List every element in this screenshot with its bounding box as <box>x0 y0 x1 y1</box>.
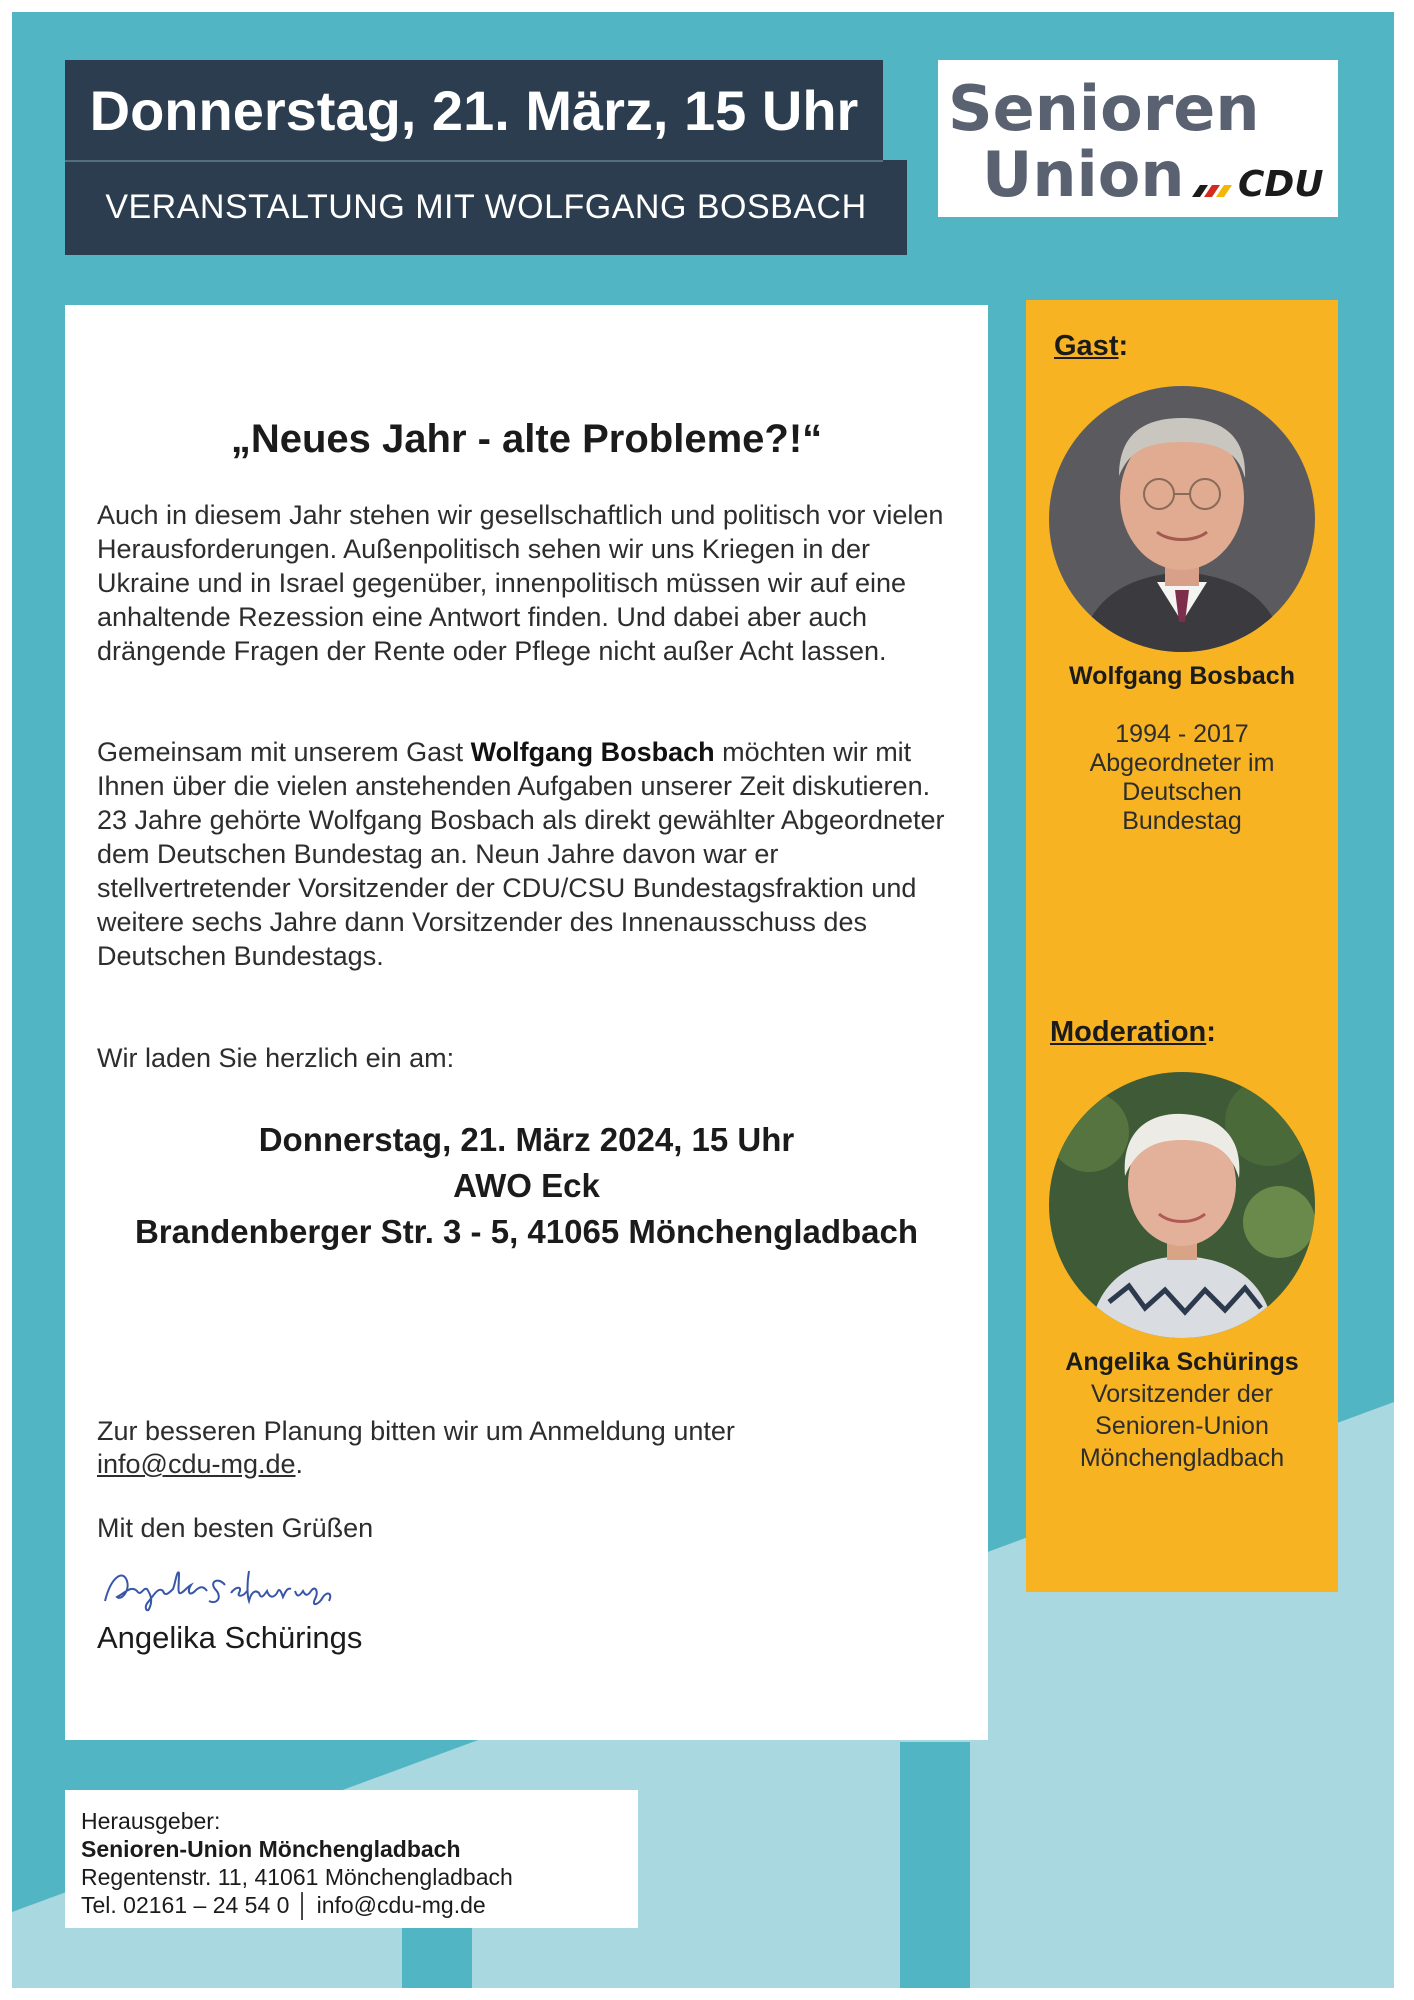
guest-name-bold: Wolfgang Bosbach <box>470 737 715 767</box>
signature-name: Angelika Schürings <box>97 1620 363 1655</box>
event-date-title: Donnerstag, 21. März, 15 Uhr <box>89 78 859 142</box>
publisher-org: Senioren-Union Mönchengladbach <box>81 1836 461 1862</box>
event-address: Brandenberger Str. 3 - 5, 41065 Mönchengladbach <box>134 1213 919 1250</box>
speaker-sidebar <box>1026 300 1338 1592</box>
publisher-contact: Tel. 02161 – 24 54 0 │ info@cdu-mg.de <box>81 1892 486 1918</box>
registration-email-link[interactable]: info@cdu-mg.de <box>97 1449 296 1479</box>
guest-years: 1994 - 2017 <box>1115 720 1249 748</box>
guest-paragraph <box>97 735 967 973</box>
publisher-label: Herausgeber: <box>81 1808 221 1834</box>
publisher-box <box>65 1790 638 1928</box>
invitation-letter <box>65 305 988 1740</box>
handwritten-signature <box>97 1557 377 1617</box>
guest-paragraph-start: Gemeinsam mit unserem Gast <box>97 737 471 767</box>
intro-paragraph: Auch in diesem Jahr stehen wir gesellschaftlich und politisch vor vielen Herausforderungen. Außenpolitisch sehen wir uns Kriegen in der Ukraine und in Israel gegenüber, innenpolitisch müssen wir auf eine anhaltende Rezession eine Antwort finden. Und dabei aber auch drängende Fragen der Rente oder Pflege nicht außer Acht lassen. <box>97 500 944 666</box>
senioren-union-logo <box>938 60 1338 217</box>
event-venue: AWO Eck <box>453 1167 600 1204</box>
logo-word-senioren: Senioren <box>948 72 1260 145</box>
moderation-label: Moderation: <box>1050 1016 1216 1048</box>
registration-text: Zur besseren Planung bitten wir um Anmeldung unter <box>97 1416 735 1446</box>
moderator-role: Vorsitzender der Senioren-Union Mönchengladbach <box>1079 1380 1285 1472</box>
event-date: Donnerstag, 21. März 2024, 15 Uhr <box>258 1121 795 1158</box>
event-subtitle: VERANSTALTUNG MIT WOLFGANG BOSBACH <box>105 188 867 226</box>
event-details <box>65 1117 988 1255</box>
publisher-address: Regentenstr. 11, 41061 Mönchengladbach <box>81 1864 513 1890</box>
guest-paragraph-end: möchten wir mit Ihnen über die vielen anstehenden Aufgaben unserer Zeit diskutieren. 23 Jahre gehörte Wolfgang Bosbach als direkt gewählter Abgeordneter dem Deutschen Bundestag an. Neun Jahre davon war er stellvertretender Vorsitzender der CDU/CSU Bundestagsfraktion und weitere sechs Jahre dann Vorsitzender des Innenausschuss des Deutschen Bundestags. <box>97 737 945 971</box>
moderator-photo <box>1049 1072 1315 1338</box>
registration-period: . <box>295 1449 304 1479</box>
invite-line: Wir laden Sie herzlich ein am: <box>97 1043 455 1073</box>
logo-cdu: CDU <box>1238 164 1324 205</box>
guest-photo <box>1049 386 1315 652</box>
event-date-banner <box>65 60 883 160</box>
divider <box>65 160 883 162</box>
cdu-flag-icon <box>1192 185 1232 197</box>
guest-label: Gast: <box>1054 330 1129 362</box>
closing-greeting: Mit den besten Grüßen <box>97 1513 374 1543</box>
registration-note <box>97 1415 967 1481</box>
logo-word-union: Union <box>982 138 1185 211</box>
moderator-name: Angelika Schürings <box>1065 1348 1299 1376</box>
guest-role: Abgeordneter im Deutschen Bundestag <box>1089 749 1275 835</box>
letter-heading: „Neues Jahr - alte Probleme?!“ <box>230 417 823 461</box>
guest-name: Wolfgang Bosbach <box>1069 662 1295 690</box>
event-subtitle-banner <box>65 160 907 255</box>
